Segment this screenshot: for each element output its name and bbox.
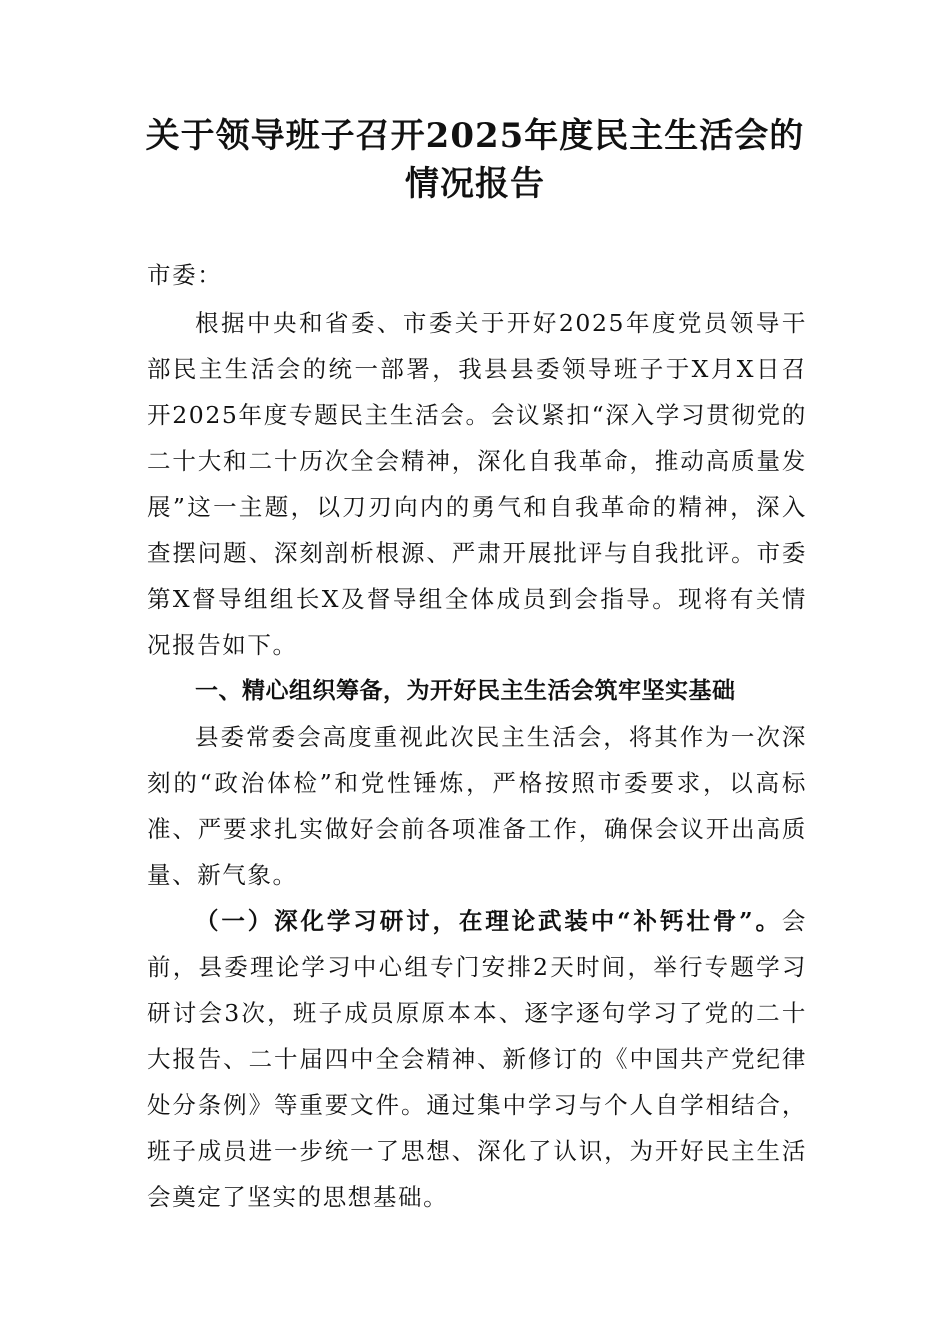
intro-paragraph: 根据中央和省委、市委关于开好2025年度党员领导干部民主生活会的统一部署，我县县委领导班子于X月X日召开2025年度专题民主生活会。会议紧扣“深入学习贯彻党的二十大和二十历次全会精神，深化自我革命，推动高质量发展”这一主题，以刀刃向内的勇气和自我革命的精神，深入查摆问题、深刻剖析根源、严肃开展批评与自我批评。市委第X督导组组长X及督导组全体成员到会指导。现将有关情况报告如下。: [147, 309, 807, 659]
section-heading-1: 一、精心组织筹备，为开好民主生活会筑牢坚实基础: [195, 678, 736, 704]
subsection-1-text: 会前，县委理论学习中心组专门安排2天时间，举行专题学习研讨会3次，班子成员原原本本、逐字逐句学习了党的二十大报告、二十届四中全会精神、新修订的《中国共产党纪律处分条例》等重要文件。通过集中学习与个人自学相结合，班子成员进一步统一了思想、深化了认识，为开好民主生活会奠定了坚实的思想基础。: [147, 907, 807, 1211]
salutation: 市委：: [147, 261, 223, 289]
subsection-1-paragraph: [147, 898, 807, 1220]
document-title: 关于领导班子召开2025年度民主生活会的情况报告: [145, 116, 805, 204]
section-1-paragraph: 县委常委会高度重视此次民主生活会，将其作为一次深刻的“政治体检”和党性锤炼，严格按照市委要求，以高标准、严要求扎实做好会前各项准备工作，确保会议开出高质量、新气象。: [147, 723, 807, 889]
subsection-heading-1: （一）深化学习研讨，在理论武装中“补钙壮骨”。: [195, 907, 782, 935]
document-body: [147, 252, 807, 1220]
